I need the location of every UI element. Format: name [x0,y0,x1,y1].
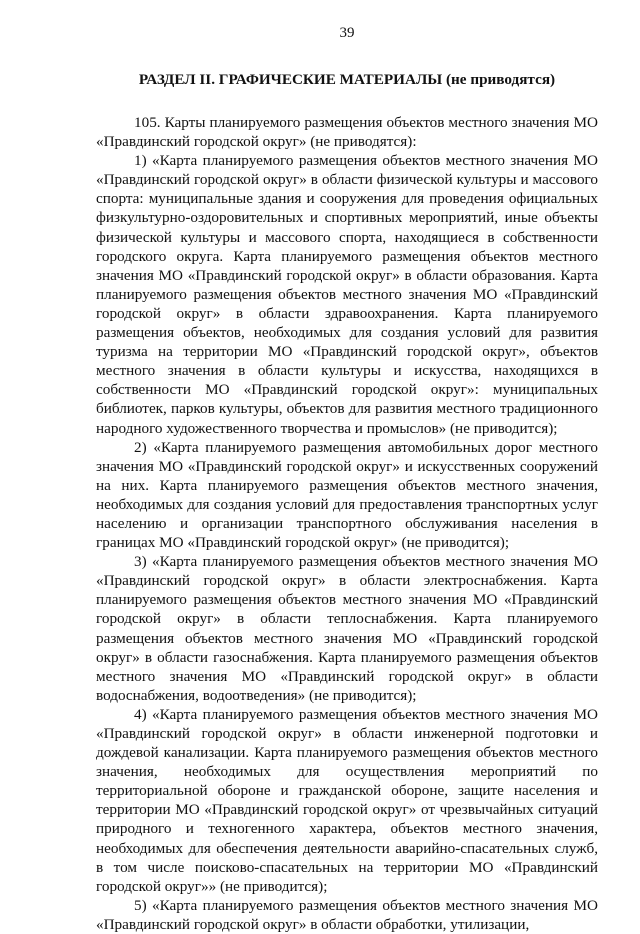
paragraph-item-3: 3) «Карта планируемого размещения объектов местного значения МО «Правдинский городской округ» в области электроснабжения. Карта планируемого размещения объектов местного значения МО «Правдинский городской округ» в области теплоснабжения. Карта планируемого размещения объектов местного значения МО «Правдинский городской округ» в области газоснабжения. Карта планируемого размещения объектов местного значения МО «Правдинский городской округ» в области водоснабжения, водоотведения» (не приводится); [96,553,598,704]
paragraph-105: 105. Карты планируемого размещения объектов местного значения МО «Правдинский городской округ» (не приводятся): [96,114,598,151]
page-number: 39 [339,25,355,41]
paragraph-item-2: 2) «Карта планируемого размещения автомобильных дорог местного значения МО «Правдинский городской округ» и искусственных сооружений на них. Карта планируемого размещения объектов местного значения, необходимых для создания условий для предоставления транспортных услуг населению и организации транспортного обслуживания населения в границах МО «Правдинский городской округ» (не приводится); [96,438,598,552]
paragraph-item-4: 4) «Карта планируемого размещения объектов местного значения МО «Правдинский городской округ» в области инженерной подготовки и дождевой канализации. Карта планируемого размещения объектов местного значения, необходимых для осуществления мероприятий по территориальной обороне и гражданской обороне, защите населения и территории МО «Правдинский городской округ» от чрезвычайных ситуаций природного и техногенного характера, объектов местного значения, необходимых для обеспечения деятельности аварийно-спасательных служб, в том числе поисково-спасательных на территории МО «Правдинский городской округ»» (не приводится); [96,705,598,895]
section-heading: РАЗДЕЛ II. ГРАФИЧЕСКИЕ МАТЕРИАЛЫ (не приводятся) [138,71,556,88]
paragraph-item-1: 1) «Карта планируемого размещения объектов местного значения МО «Правдинский городской округ» в области физической культуры и массового спорта: муниципальные здания и сооружения для проведения официальных физкультурно-оздоровительных и спортивных мероприятий, иные объекты физической культуры и массового спорта, находящиеся в собственности городского округа. Карта планируемого размещения объектов местного значения МО «Правдинский городской округ» в области образования. Карта планируемого размещения объектов местного значения МО «Правдинский городской округ» в области здравоохранения. Карта планируемого размещения объектов, необходимых для создания условий для развития туризма на территории МО «Правдинский городской округ», объектов местного значения в области культуры и искусства, находящихся в собственности МО «Правдинский городской округ»: муниципальных библиотек, парков культуры, объектов для развития местного традиционного народного художественного творчества и промыслов» (не приводится); [96,152,598,437]
paragraph-item-5: 5) «Карта планируемого размещения объектов местного значения МО «Правдинский городской округ» в области обработки, утилизации, [96,896,598,933]
